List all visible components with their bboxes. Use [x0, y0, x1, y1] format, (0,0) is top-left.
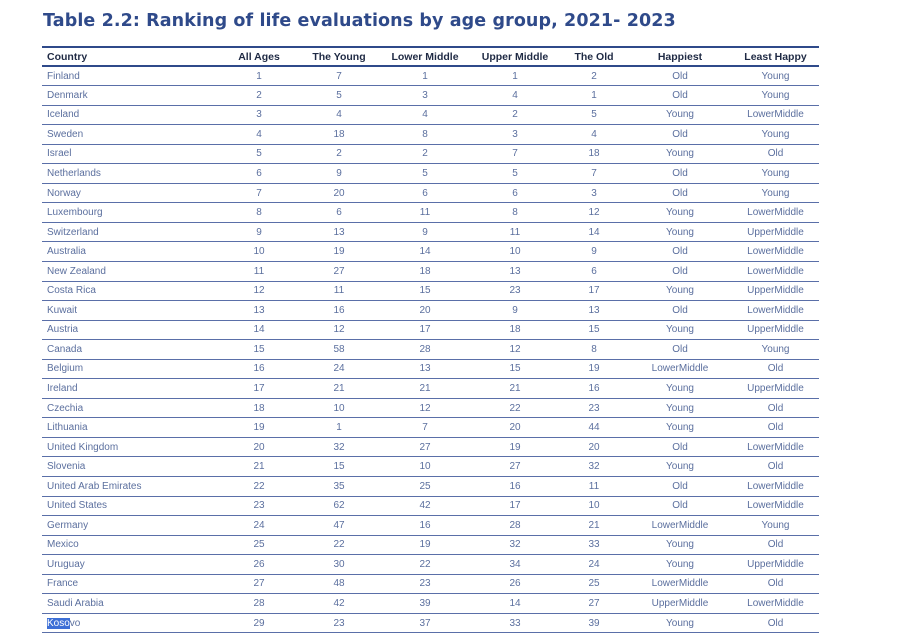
cell-happiest: Young	[628, 222, 732, 242]
cell-the-old: 21	[560, 516, 628, 536]
cell-the-old: 23	[560, 398, 628, 418]
cell-country: United Arab Emirates	[42, 476, 220, 496]
cell-the-old: 15	[560, 320, 628, 340]
cell-the-old: 32	[560, 457, 628, 477]
cell-lower-middle: 17	[380, 320, 470, 340]
table-row	[42, 379, 819, 399]
table-row	[42, 555, 819, 575]
header-happiest: Happiest	[628, 47, 732, 66]
cell-happiest: Old	[628, 125, 732, 145]
cell-happiest: Old	[628, 164, 732, 184]
cell-all-ages: 13	[220, 301, 298, 321]
cell-all-ages: 27	[220, 574, 298, 594]
cell-all-ages: 29	[220, 613, 298, 633]
cell-lower-middle: 5	[380, 164, 470, 184]
cell-the-young: 7	[298, 66, 380, 86]
table-row	[42, 613, 819, 633]
cell-the-old: 18	[560, 144, 628, 164]
cell-happiest: Old	[628, 437, 732, 457]
cell-the-young: 27	[298, 261, 380, 281]
cell-the-old: 25	[560, 574, 628, 594]
cell-least-happy: LowerMiddle	[732, 437, 819, 457]
cell-least-happy: Young	[732, 66, 819, 86]
cell-all-ages: 1	[220, 66, 298, 86]
table-row	[42, 574, 819, 594]
cell-happiest: Young	[628, 457, 732, 477]
cell-the-old: 27	[560, 594, 628, 614]
cell-all-ages: 4	[220, 125, 298, 145]
cell-upper-middle: 33	[470, 613, 560, 633]
cell-least-happy: Old	[732, 613, 819, 633]
cell-all-ages: 9	[220, 222, 298, 242]
cell-country: Iceland	[42, 105, 220, 125]
cell-the-young: 58	[298, 340, 380, 360]
cell-the-old: 7	[560, 164, 628, 184]
cell-least-happy: UpperMiddle	[732, 320, 819, 340]
cell-all-ages: 15	[220, 340, 298, 360]
cell-all-ages: 17	[220, 379, 298, 399]
header-upper-middle: Upper Middle	[470, 47, 560, 66]
cell-country: Uruguay	[42, 555, 220, 575]
cell-upper-middle: 19	[470, 437, 560, 457]
cell-happiest: Young	[628, 379, 732, 399]
cell-country	[42, 613, 220, 633]
table-row	[42, 340, 819, 360]
cell-all-ages: 11	[220, 261, 298, 281]
cell-the-old: 5	[560, 105, 628, 125]
cell-the-young: 20	[298, 183, 380, 203]
table-row	[42, 261, 819, 281]
cell-lower-middle: 10	[380, 457, 470, 477]
cell-least-happy: Old	[732, 418, 819, 438]
cell-least-happy: Young	[732, 125, 819, 145]
cell-country: Austria	[42, 320, 220, 340]
cell-all-ages: 20	[220, 437, 298, 457]
cell-upper-middle: 18	[470, 320, 560, 340]
cell-country: Ireland	[42, 379, 220, 399]
cell-least-happy: UpperMiddle	[732, 222, 819, 242]
cell-the-young: 24	[298, 359, 380, 379]
cell-lower-middle: 12	[380, 398, 470, 418]
cell-country: Saudi Arabia	[42, 594, 220, 614]
table-body	[42, 66, 819, 633]
cell-lower-middle: 21	[380, 379, 470, 399]
table-row	[42, 66, 819, 86]
cell-happiest: Young	[628, 535, 732, 555]
cell-least-happy: LowerMiddle	[732, 496, 819, 516]
cell-happiest: Old	[628, 301, 732, 321]
cell-all-ages: 16	[220, 359, 298, 379]
cell-least-happy: LowerMiddle	[732, 261, 819, 281]
cell-the-old: 3	[560, 183, 628, 203]
cell-upper-middle: 9	[470, 301, 560, 321]
cell-country: Norway	[42, 183, 220, 203]
cell-lower-middle: 25	[380, 476, 470, 496]
cell-the-old: 20	[560, 437, 628, 457]
cell-the-young: 16	[298, 301, 380, 321]
header-lower-middle: Lower Middle	[380, 47, 470, 66]
cell-country: Canada	[42, 340, 220, 360]
cell-upper-middle: 16	[470, 476, 560, 496]
cell-lower-middle: 2	[380, 144, 470, 164]
cell-the-old: 4	[560, 125, 628, 145]
cell-lower-middle: 42	[380, 496, 470, 516]
cell-happiest: Old	[628, 496, 732, 516]
cell-country: New Zealand	[42, 261, 220, 281]
table-header-row	[42, 47, 819, 66]
table-row	[42, 476, 819, 496]
cell-the-young: 2	[298, 144, 380, 164]
table-row	[42, 398, 819, 418]
cell-the-young: 15	[298, 457, 380, 477]
cell-all-ages: 24	[220, 516, 298, 536]
cell-the-old: 14	[560, 222, 628, 242]
cell-upper-middle: 20	[470, 418, 560, 438]
cell-the-old: 2	[560, 66, 628, 86]
cell-least-happy: UpperMiddle	[732, 379, 819, 399]
cell-happiest: UpperMiddle	[628, 594, 732, 614]
cell-least-happy: LowerMiddle	[732, 594, 819, 614]
cell-least-happy: Old	[732, 359, 819, 379]
cell-country: Czechia	[42, 398, 220, 418]
cell-all-ages: 6	[220, 164, 298, 184]
cell-happiest: Young	[628, 105, 732, 125]
cell-lower-middle: 6	[380, 183, 470, 203]
cell-least-happy: Old	[732, 574, 819, 594]
cell-country: Denmark	[42, 86, 220, 106]
table-row	[42, 418, 819, 438]
cell-the-young: 30	[298, 555, 380, 575]
cell-lower-middle: 18	[380, 261, 470, 281]
cell-least-happy: Young	[732, 516, 819, 536]
cell-lower-middle: 39	[380, 594, 470, 614]
cell-the-young: 21	[298, 379, 380, 399]
cell-happiest: LowerMiddle	[628, 359, 732, 379]
cell-happiest: Young	[628, 555, 732, 575]
cell-all-ages: 21	[220, 457, 298, 477]
cell-country: Netherlands	[42, 164, 220, 184]
cell-country: Australia	[42, 242, 220, 262]
cell-the-young: 4	[298, 105, 380, 125]
cell-all-ages: 5	[220, 144, 298, 164]
cell-lower-middle: 20	[380, 301, 470, 321]
cell-upper-middle: 28	[470, 516, 560, 536]
cell-upper-middle: 15	[470, 359, 560, 379]
cell-upper-middle: 3	[470, 125, 560, 145]
cell-the-young: 1	[298, 418, 380, 438]
cell-happiest: Old	[628, 242, 732, 262]
cell-upper-middle: 12	[470, 340, 560, 360]
cell-country: Switzerland	[42, 222, 220, 242]
cell-all-ages: 8	[220, 203, 298, 223]
table-row	[42, 457, 819, 477]
header-the-old: The Old	[560, 47, 628, 66]
cell-the-old: 9	[560, 242, 628, 262]
cell-upper-middle: 13	[470, 261, 560, 281]
cell-least-happy: Young	[732, 340, 819, 360]
cell-all-ages: 14	[220, 320, 298, 340]
cell-country: United Kingdom	[42, 437, 220, 457]
cell-all-ages: 3	[220, 105, 298, 125]
table-row	[42, 535, 819, 555]
table-row	[42, 125, 819, 145]
table-title: Table 2.2: Ranking of life evaluations by age group, 2021- 2023	[43, 11, 676, 31]
cell-lower-middle: 19	[380, 535, 470, 555]
cell-least-happy: LowerMiddle	[732, 242, 819, 262]
table-row	[42, 301, 819, 321]
cell-all-ages: 23	[220, 496, 298, 516]
cell-upper-middle: 4	[470, 86, 560, 106]
table-row	[42, 203, 819, 223]
cell-country: Sweden	[42, 125, 220, 145]
cell-the-old: 13	[560, 301, 628, 321]
cell-all-ages: 22	[220, 476, 298, 496]
table-row	[42, 183, 819, 203]
text-selection-highlight[interactable]: Koso	[47, 617, 70, 629]
header-country: Country	[42, 47, 220, 66]
cell-upper-middle: 6	[470, 183, 560, 203]
cell-country: France	[42, 574, 220, 594]
cell-happiest: Old	[628, 183, 732, 203]
cell-happiest: Old	[628, 66, 732, 86]
cell-upper-middle: 34	[470, 555, 560, 575]
cell-all-ages: 28	[220, 594, 298, 614]
cell-upper-middle: 1	[470, 66, 560, 86]
table-row	[42, 86, 819, 106]
cell-the-young: 32	[298, 437, 380, 457]
cell-all-ages: 2	[220, 86, 298, 106]
table-row	[42, 437, 819, 457]
cell-country: Belgium	[42, 359, 220, 379]
cell-happiest: Young	[628, 398, 732, 418]
cell-lower-middle: 8	[380, 125, 470, 145]
cell-happiest: Young	[628, 320, 732, 340]
cell-the-young: 10	[298, 398, 380, 418]
cell-happiest: LowerMiddle	[628, 574, 732, 594]
table-row	[42, 281, 819, 301]
cell-lower-middle: 9	[380, 222, 470, 242]
cell-lower-middle: 7	[380, 418, 470, 438]
cell-the-young: 6	[298, 203, 380, 223]
cell-least-happy: LowerMiddle	[732, 301, 819, 321]
cell-happiest: LowerMiddle	[628, 516, 732, 536]
cell-least-happy: Old	[732, 398, 819, 418]
cell-lower-middle: 13	[380, 359, 470, 379]
cell-the-old: 1	[560, 86, 628, 106]
cell-lower-middle: 14	[380, 242, 470, 262]
table-row	[42, 320, 819, 340]
cell-lower-middle: 37	[380, 613, 470, 633]
cell-the-old: 17	[560, 281, 628, 301]
cell-happiest: Young	[628, 144, 732, 164]
cell-the-old: 44	[560, 418, 628, 438]
cell-country: Lithuania	[42, 418, 220, 438]
cell-all-ages: 10	[220, 242, 298, 262]
cell-the-young: 11	[298, 281, 380, 301]
cell-upper-middle: 7	[470, 144, 560, 164]
cell-upper-middle: 8	[470, 203, 560, 223]
cell-country: Israel	[42, 144, 220, 164]
cell-all-ages: 12	[220, 281, 298, 301]
cell-the-young: 48	[298, 574, 380, 594]
cell-least-happy: LowerMiddle	[732, 476, 819, 496]
cell-lower-middle: 4	[380, 105, 470, 125]
cell-all-ages: 25	[220, 535, 298, 555]
header-all-ages: All Ages	[220, 47, 298, 66]
table-row	[42, 105, 819, 125]
cell-least-happy: LowerMiddle	[732, 203, 819, 223]
cell-upper-middle: 14	[470, 594, 560, 614]
cell-upper-middle: 22	[470, 398, 560, 418]
table-row	[42, 594, 819, 614]
table-row	[42, 222, 819, 242]
cell-least-happy: Old	[732, 144, 819, 164]
cell-upper-middle: 32	[470, 535, 560, 555]
cell-country: Germany	[42, 516, 220, 536]
cell-upper-middle: 27	[470, 457, 560, 477]
cell-the-young: 9	[298, 164, 380, 184]
cell-all-ages: 18	[220, 398, 298, 418]
cell-the-young: 47	[298, 516, 380, 536]
cell-happiest: Old	[628, 261, 732, 281]
cell-the-young: 13	[298, 222, 380, 242]
cell-the-old: 24	[560, 555, 628, 575]
cell-upper-middle: 17	[470, 496, 560, 516]
cell-all-ages: 7	[220, 183, 298, 203]
cell-happiest: Young	[628, 203, 732, 223]
cell-country: Luxembourg	[42, 203, 220, 223]
cell-lower-middle: 15	[380, 281, 470, 301]
cell-happiest: Young	[628, 613, 732, 633]
cell-all-ages: 19	[220, 418, 298, 438]
table-row	[42, 496, 819, 516]
cell-country: United States	[42, 496, 220, 516]
cell-least-happy: LowerMiddle	[732, 105, 819, 125]
cell-the-old: 12	[560, 203, 628, 223]
table-row	[42, 516, 819, 536]
cell-lower-middle: 28	[380, 340, 470, 360]
cell-the-old: 10	[560, 496, 628, 516]
cell-the-young: 18	[298, 125, 380, 145]
cell-the-old: 11	[560, 476, 628, 496]
cell-country: Mexico	[42, 535, 220, 555]
cell-happiest: Young	[628, 418, 732, 438]
cell-the-old: 39	[560, 613, 628, 633]
cell-happiest: Old	[628, 476, 732, 496]
cell-upper-middle: 5	[470, 164, 560, 184]
cell-upper-middle: 11	[470, 222, 560, 242]
cell-the-young: 35	[298, 476, 380, 496]
cell-least-happy: UpperMiddle	[732, 555, 819, 575]
cell-happiest: Old	[628, 86, 732, 106]
cell-least-happy: Young	[732, 183, 819, 203]
cell-least-happy: Old	[732, 535, 819, 555]
table-row	[42, 164, 819, 184]
cell-upper-middle: 21	[470, 379, 560, 399]
cell-country: Slovenia	[42, 457, 220, 477]
cell-the-young: 22	[298, 535, 380, 555]
table-row	[42, 144, 819, 164]
cell-upper-middle: 2	[470, 105, 560, 125]
cell-least-happy: UpperMiddle	[732, 281, 819, 301]
cell-lower-middle: 27	[380, 437, 470, 457]
cell-the-young: 5	[298, 86, 380, 106]
cell-least-happy: Old	[732, 457, 819, 477]
cell-the-old: 16	[560, 379, 628, 399]
cell-upper-middle: 23	[470, 281, 560, 301]
cell-happiest: Old	[628, 340, 732, 360]
cell-country: Finland	[42, 66, 220, 86]
cell-lower-middle: 11	[380, 203, 470, 223]
cell-lower-middle: 22	[380, 555, 470, 575]
cell-lower-middle: 23	[380, 574, 470, 594]
cell-lower-middle: 16	[380, 516, 470, 536]
cell-least-happy: Young	[732, 86, 819, 106]
cell-the-young: 23	[298, 613, 380, 633]
cell-least-happy: Young	[732, 164, 819, 184]
cell-country: Costa Rica	[42, 281, 220, 301]
cell-all-ages: 26	[220, 555, 298, 575]
cell-the-young: 62	[298, 496, 380, 516]
cell-the-old: 19	[560, 359, 628, 379]
cell-upper-middle: 10	[470, 242, 560, 262]
ranking-table	[42, 46, 819, 633]
cell-the-young: 12	[298, 320, 380, 340]
country-name-rest: vo	[69, 617, 81, 629]
cell-upper-middle: 26	[470, 574, 560, 594]
cell-the-young: 42	[298, 594, 380, 614]
table-row	[42, 359, 819, 379]
cell-the-old: 6	[560, 261, 628, 281]
cell-lower-middle: 3	[380, 86, 470, 106]
table-row	[42, 242, 819, 262]
cell-country: Kuwait	[42, 301, 220, 321]
cell-happiest: Young	[628, 281, 732, 301]
cell-lower-middle: 1	[380, 66, 470, 86]
header-least-happy: Least Happy	[732, 47, 819, 66]
cell-the-old: 33	[560, 535, 628, 555]
header-the-young: The Young	[298, 47, 380, 66]
cell-the-young: 19	[298, 242, 380, 262]
cell-the-old: 8	[560, 340, 628, 360]
